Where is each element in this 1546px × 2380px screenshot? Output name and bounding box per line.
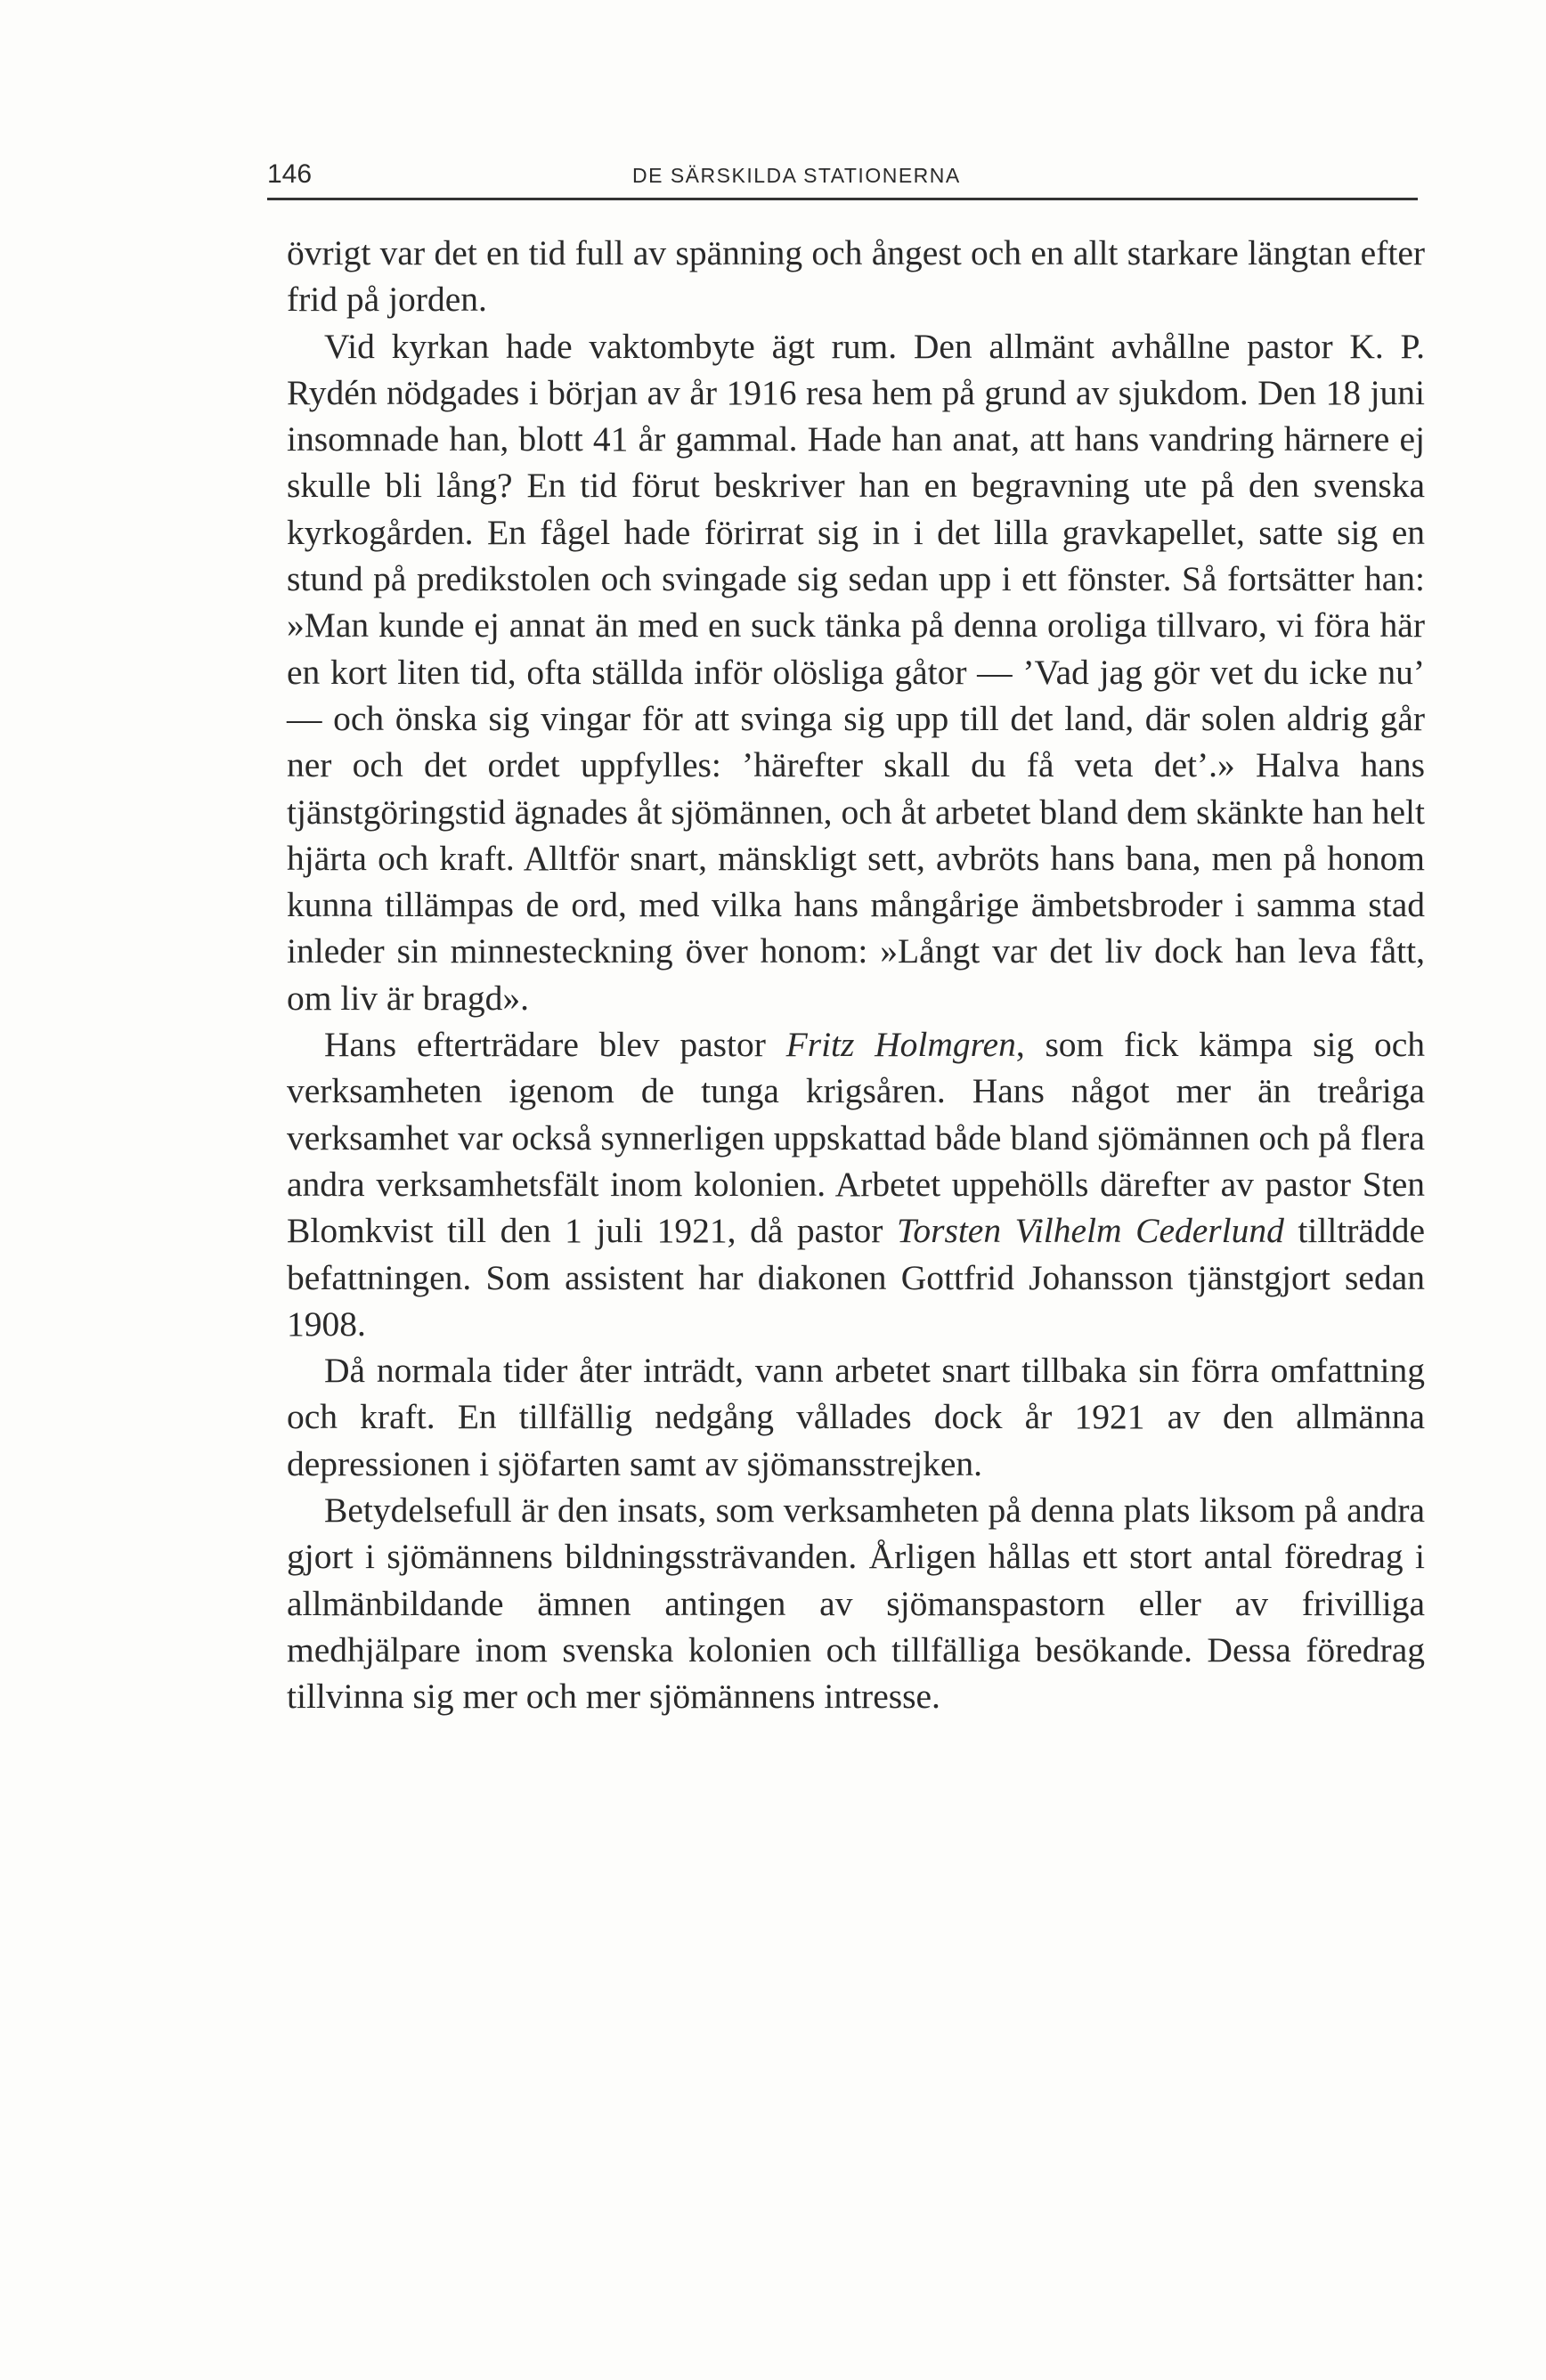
paragraph-ryden: Vid kyrkan hade vaktombyte ägt rum. Den allmänt avhållne pastor K. P. Rydén nödgades i början av år 1916 resa hem på grund av sjukdom. Den 18 juni insomnade han, blott 41 år gammal. Hade han anat, att hans vandring härnere ej skulle bli lång? En tid förut beskriver han en begravning ute på den svenska kyrkogården. En fågel hade förirrat sig in i det lilla gravkapellet, satte sig en stund på predikstolen och svingade sig sedan upp i ett fönster. Så fortsätter han: »Man kunde ej annat än med en suck tänka på denna oroliga tillvaro, vi föra här en kort liten tid, ofta ställda inför olösliga gåtor — ’Vad jag gör vet du icke nu’ — och önska sig vingar för att svinga sig upp till det land, där solen aldrig går ner och det ordet uppfylles: ’härefter skall du få veta det’.» Halva hans tjänstgöringstid ägnades åt sjömännen, och åt arbetet bland dem skänkte han helt hjärta och kraft. Alltför snart, mänskligt sett, avbröts hans bana, men på honom kunna tillämpas de ord, med vilka hans mångårige ämbetsbroder i samma stad inleder sin minnesteckning över honom: »Långt var det liv dock han leva fått, om liv är bragd». — [287, 326, 1425, 1018]
paragraph-normal-times: Då normala tider åter inträdt, vann arbetet snart tillbaka sin förra omfattning och kraft. En tillfällig nedgång vållades dock år 1921 av den allmänna depressionen i sjöfarten samt av sjömansstrejken. — [287, 1351, 1425, 1483]
pastor-name-holmgren: Fritz Holmgren — [785, 1025, 1016, 1065]
paragraph-continuation: övrigt var det en tid full av spänning och ångest och en allt starkare längtan efter frid på jorden. — [287, 233, 1425, 320]
page-header — [267, 157, 1418, 200]
pastor-name-cederlund: Torsten Vilhelm Cederlund — [897, 1211, 1284, 1251]
page-number: 146 — [267, 159, 313, 189]
paragraph-education: Betydelsefull är den insats, som verksamheten på denna plats liksom på andra gjort i sjömännens bildningssträvanden. Årligen hållas ett stort antal föredrag i allmänbildande ämnen antingen av sjömanspastorn eller av frivilliga medhjälpare inom svenska kolonien och tillfälliga besökande. Dessa föredrag tillvinna sig mer och mer sjömännens intresse. — [287, 1491, 1425, 1717]
paragraph-text-middle: , som fick kämpa sig och verksamheten igenom de tunga krigsåren. Hans något mer än treåriga verksamhet var också synnerligen uppskattad både bland sjömännen och på flera andra verksamhetsfält inom kolonien. Arbetet uppehölls därefter av pastor Sten Blomkvist till den 1 juli 1921, då pastor — [287, 1025, 1425, 1251]
paragraph-text-before: Hans efterträdare blev pastor — [324, 1025, 786, 1065]
paragraph-successors — [287, 1021, 1425, 1347]
running-title: DE SÄRSKILDA STATIONERNA — [632, 164, 961, 187]
paragraph-text-after: tillträdde befattningen. Som assistent har diakonen Gottfrid Johansson tjänstgjort sedan 1908. — [287, 1211, 1425, 1344]
body-text — [287, 230, 1425, 1720]
